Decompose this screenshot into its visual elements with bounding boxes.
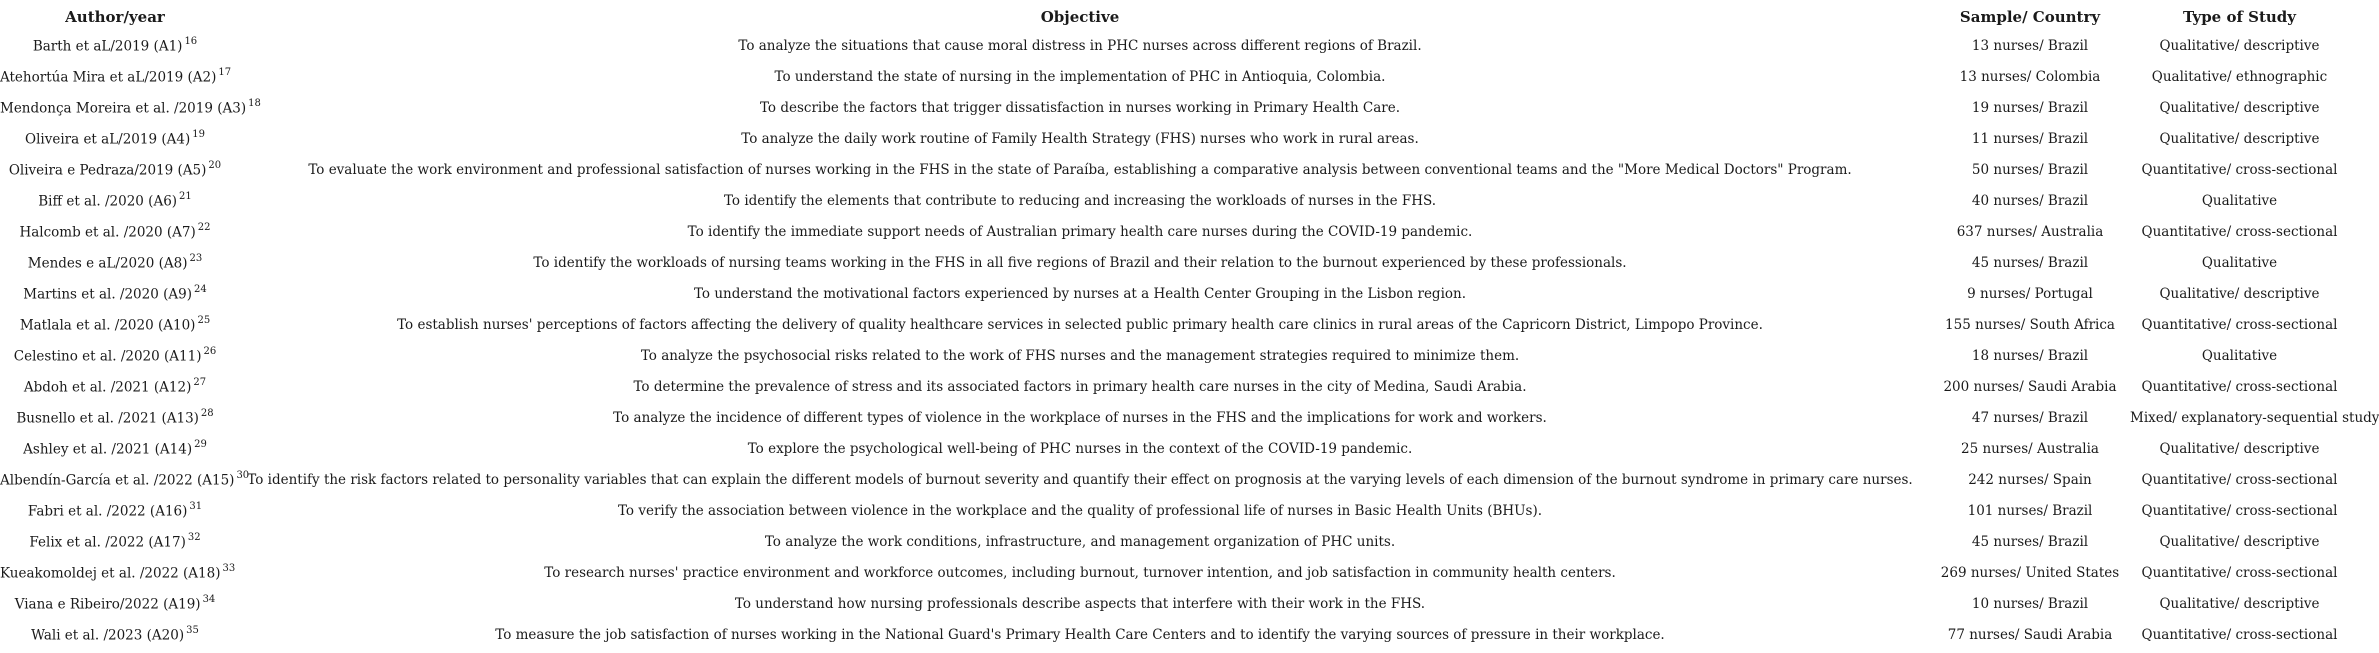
table-row [0,340,2349,371]
table-row [0,30,2349,61]
type-of-study-cell: Quantitative/ cross-sectional [2141,161,2338,178]
author-year: Wali et al. /2023 (A20) [31,627,185,644]
type-of-study-cell: Qualitative/ descriptive [2159,99,2320,116]
objective-cell: To identify the workloads of nursing teams working in the FHS in all five regions of Brazil and their relation to the burnout experienced by these professionals. [533,254,1627,271]
table-row [0,557,2349,588]
author-year-cell [0,278,230,309]
sample-country-cell: 101 nurses/ Brazil [1967,502,2093,519]
reference-number: 22 [197,221,211,233]
table-row [0,247,2349,278]
table-row [0,123,2349,154]
objective-cell: To evaluate the work environment and professional satisfaction of nurses working in the FHS in the state of Paraíba, establishing a comparative analysis between conventional teams and the "More Medical Doctors" Program. [308,161,1852,178]
sample-country-cell: 47 nurses/ Brazil [1971,409,2089,426]
reference-number: 27 [193,376,207,388]
author-year-cell [0,371,230,402]
sample-country-cell: 200 nurses/ Saudi Arabia [1943,378,2117,395]
author-year-cell [0,92,261,123]
sample-country-cell: 13 nurses/ Colombia [1959,68,2101,85]
type-of-study-cell: Quantitative/ cross-sectional [2141,626,2338,643]
objective-cell: To analyze the psychosocial risks related to the work of FHS nurses and the management strategies required to minimize them. [640,347,1520,364]
table-row [0,402,2349,433]
author-year: Barth et aL/2019 (A1) [32,38,183,55]
author-year: Halcomb et al. /2020 (A7) [19,224,196,241]
type-of-study-cell: Quantitative/ cross-sectional [2141,316,2338,333]
reference-number: 19 [192,128,205,140]
reference-number: 30 [236,469,250,481]
objective-cell: To analyze the situations that cause moral distress in PHC nurses across different regions of Brazil. [738,37,1422,54]
sample-country-cell: 50 nurses/ Brazil [1971,161,2089,178]
table-header [0,4,2349,30]
type-of-study-cell: Qualitative/ descriptive [2159,440,2320,457]
author-year: Oliveira e Pedraza/2019 (A5) [8,162,207,179]
sample-country-cell: 25 nurses/ Australia [1961,440,2099,457]
reference-number: 34 [202,593,216,605]
reference-number: 32 [187,531,201,543]
reference-number: 18 [248,97,261,109]
type-of-study-cell: Qualitative [2201,192,2278,209]
author-year-cell [0,557,236,588]
author-year: Albendín-García et al. /2022 (A15) [0,472,235,489]
reference-number: 29 [194,438,207,450]
table-row [0,216,2349,247]
author-year-cell [0,216,230,247]
author-year-cell [0,30,230,61]
table-row [0,495,2349,526]
table-row [0,309,2349,340]
objective-cell: To understand the motivational factors experienced by nurses at a Health Center Grouping in the Lisbon region. [693,285,1467,302]
table-row [0,433,2349,464]
author-year-cell [0,309,230,340]
sample-country-cell: 45 nurses/ Brazil [1971,533,2089,550]
table-row [0,619,2349,650]
table-row [0,464,2349,495]
author-year-cell [0,340,230,371]
type-of-study-cell: Qualitative [2201,254,2278,271]
author-year-cell [0,464,250,495]
objective-cell: To analyze the work conditions, infrastructure, and management organization of PHC units. [764,533,1396,550]
type-of-study-cell: Qualitative/ descriptive [2159,37,2320,54]
header-sample-country: Sample/ Country [1959,8,2101,26]
studies-table [0,4,2379,650]
table-row [0,371,2349,402]
table-row [0,92,2349,123]
objective-cell: To describe the factors that trigger dissatisfaction in nurses working in Primary Health Care. [759,99,1401,116]
author-year: Kueakomoldej et al. /2022 (A18) [0,565,221,582]
table-row [0,526,2349,557]
header-type-of-study: Type of Study [2182,8,2297,26]
table-row [0,185,2349,216]
author-year: Biff et al. /2020 (A6) [38,193,178,210]
type-of-study-cell: Quantitative/ cross-sectional [2141,223,2338,240]
reference-number: 23 [189,252,203,264]
objective-cell: To determine the prevalence of stress and its associated factors in primary health care nurses in the city of Medina, Saudi Arabia. [633,378,1527,395]
sample-country-cell: 242 nurses/ Spain [1968,471,2092,488]
header-row [0,4,2349,30]
sample-country-cell: 45 nurses/ Brazil [1971,254,2089,271]
author-year: Felix et al. /2022 (A17) [29,534,186,551]
sample-country-cell: 40 nurses/ Brazil [1971,192,2089,209]
reference-number: 17 [218,66,232,78]
reference-number: 31 [189,500,203,512]
type-of-study-cell: Qualitative/ descriptive [2159,130,2320,147]
author-year: Mendonça Moreira et al. /2019 (A3) [0,100,247,117]
author-year-cell [0,154,230,185]
sample-country-cell: 10 nurses/ Brazil [1971,595,2089,612]
table-row [0,278,2349,309]
objective-cell: To analyze the daily work routine of Family Health Strategy (FHS) nurses who work in rural areas. [741,130,1419,147]
sample-country-cell: 155 nurses/ South Africa [1945,316,2115,333]
sample-country-cell: 637 nurses/ Australia [1956,223,2104,240]
objective-cell: To establish nurses' perceptions of factors affecting the delivery of quality healthcare services in selected public primary health care clinics in rural areas of the Capricorn District, Limpopo Province. [397,316,1763,333]
sample-country-cell: 9 nurses/ Portugal [1967,285,2093,302]
table-body [0,30,2379,650]
type-of-study-cell: Quantitative/ cross-sectional [2141,502,2338,519]
reference-number: 35 [186,624,199,636]
author-year: Atehortúa Mira et aL/2019 (A2) [0,69,217,86]
header-objective: Objective [1040,8,1120,26]
sample-country-cell: 269 nurses/ United States [1940,564,2120,581]
type-of-study-cell: Mixed/ explanatory-sequential study [2130,409,2379,426]
type-of-study-cell: Quantitative/ cross-sectional [2141,564,2338,581]
author-year-cell [0,526,230,557]
author-year: Ashley et al. /2021 (A14) [23,441,193,458]
reference-number: 24 [193,283,207,295]
author-year-cell [0,123,230,154]
reference-number: 16 [184,35,198,47]
reference-number: 33 [222,562,236,574]
author-year-cell [0,185,230,216]
author-year-cell [0,495,230,526]
objective-cell: To understand the state of nursing in the implementation of PHC in Antioquia, Colombia. [774,68,1386,85]
objective-cell: To identify the elements that contribute to reducing and increasing the workloads of nurses in the FHS. [723,192,1437,209]
objective-cell: To verify the association between violence in the workplace and the quality of professional life of nurses in Basic Health Units (BHUs). [617,502,1543,519]
reference-number: 21 [179,190,192,202]
sample-country-cell: 19 nurses/ Brazil [1971,99,2089,116]
objective-cell: To research nurses' practice environment and workforce outcomes, including burnout, turnover intention, and job satisfaction in community health centers. [544,564,1616,581]
author-year: Viana e Ribeiro/2022 (A19) [14,596,201,613]
author-year: Celestino et al. /2020 (A11) [13,348,202,365]
objective-cell: To explore the psychological well-being of PHC nurses in the context of the COVID-19 pandemic. [747,440,1413,457]
author-year-cell [0,619,230,650]
type-of-study-cell: Qualitative/ descriptive [2159,595,2320,612]
type-of-study-cell: Quantitative/ cross-sectional [2141,378,2338,395]
sample-country-cell: 77 nurses/ Saudi Arabia [1947,626,2113,643]
objective-cell: To identify the immediate support needs of Australian primary health care nurses during the COVID-19 pandemic. [687,223,1473,240]
table-row [0,588,2349,619]
author-year: Busnello et al. /2021 (A13) [16,410,199,427]
reference-number: 20 [208,159,222,171]
author-year: Matlala et al. /2020 (A10) [19,317,196,334]
table-row [0,61,2349,92]
author-year-cell [0,588,230,619]
objective-cell: To understand how nursing professionals describe aspects that interfere with their work in the FHS. [734,595,1426,612]
author-year-cell [0,402,230,433]
author-year: Abdoh et al. /2021 (A12) [23,379,192,396]
type-of-study-cell: Qualitative/ ethnographic [2151,68,2328,85]
sample-country-cell: 13 nurses/ Brazil [1971,37,2089,54]
reference-number: 25 [197,314,211,326]
type-of-study-cell: Quantitative/ cross-sectional [2141,471,2338,488]
objective-cell: To identify the risk factors related to personality variables that can explain the different models of burnout severity and quantify their effect on prognosis at the varying levels of each dimension of the burnout syndrome in primary care nurses. [247,471,1913,488]
type-of-study-cell: Qualitative/ descriptive [2159,533,2320,550]
sample-country-cell: 18 nurses/ Brazil [1971,347,2089,364]
sample-country-cell: 11 nurses/ Brazil [1971,130,2089,147]
author-year-cell [0,433,230,464]
type-of-study-cell: Qualitative/ descriptive [2159,285,2320,302]
objective-cell: To analyze the incidence of different types of violence in the workplace of nurses in the FHS and the implications for work and workers. [613,409,1547,426]
author-year: Fabri et al. /2022 (A16) [27,503,188,520]
table-row [0,154,2349,185]
header-author-year: Author/year [65,8,165,26]
objective-cell: To measure the job satisfaction of nurses working in the National Guard's Primary Health Care Centers and to identify the varying sources of pressure in their workplace. [495,626,1665,643]
author-year: Mendes e aL/2020 (A8) [27,255,188,272]
author-year: Oliveira et aL/2019 (A4) [25,131,191,148]
reference-number: 26 [203,345,217,357]
type-of-study-cell: Qualitative [2201,347,2278,364]
reference-number: 28 [200,407,214,419]
author-year-cell [0,247,230,278]
author-year-cell [0,61,230,92]
author-year: Martins et al. /2020 (A9) [23,286,192,303]
